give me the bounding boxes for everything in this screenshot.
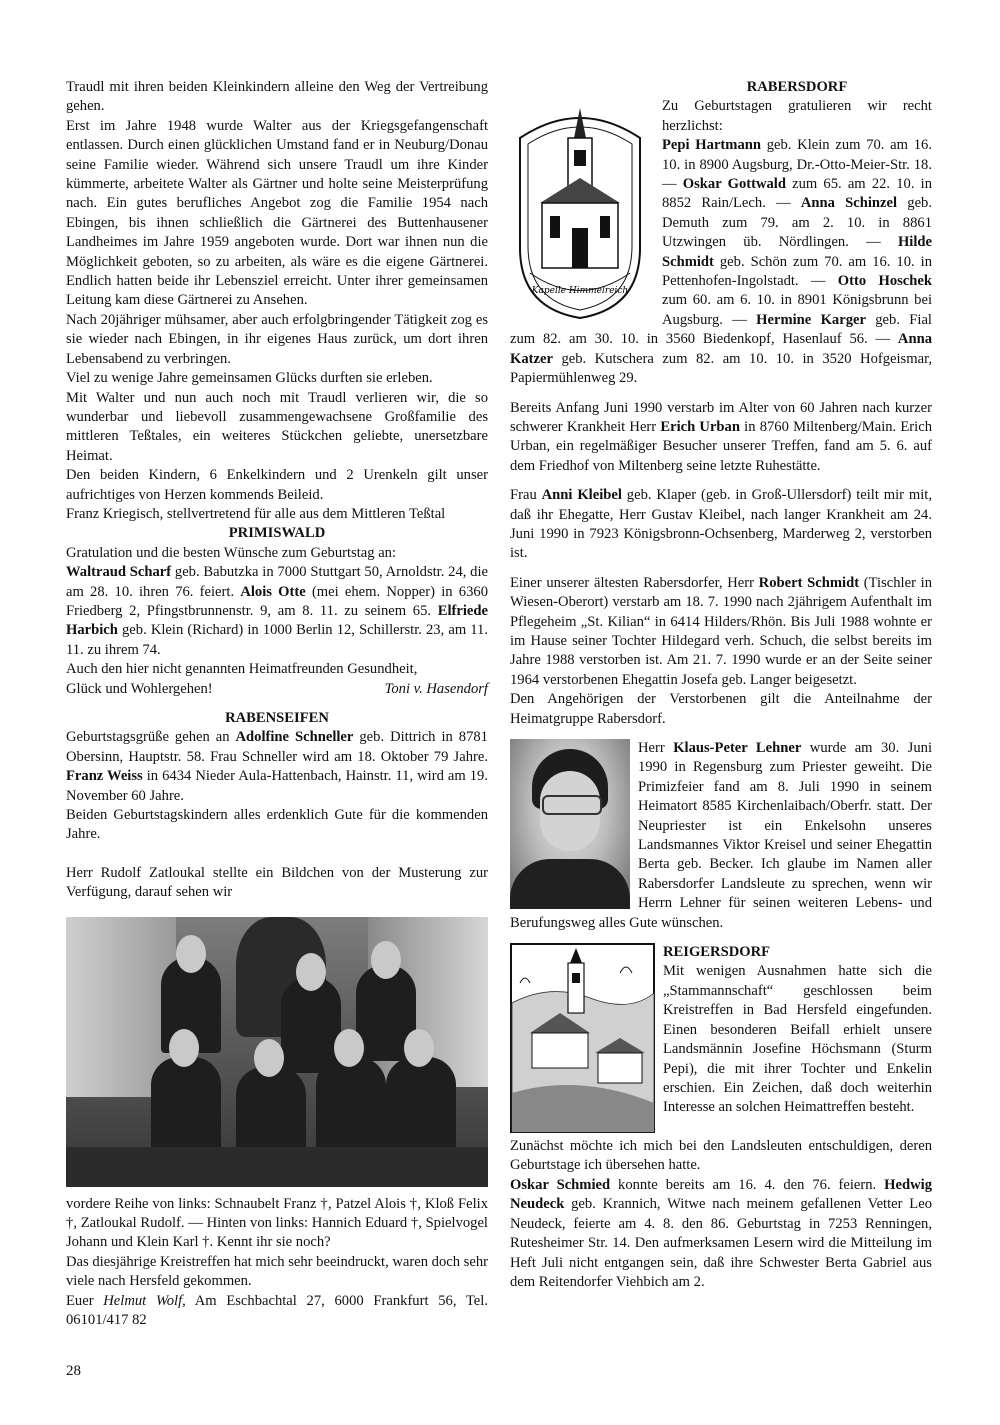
primiswald-closing: Glück und Wohlergehen! Toni v. Hasendorf [66,680,488,699]
page-number: 28 [66,1363,81,1379]
intro-paragraph: Nach 20jähriger mühsamer, aber auch erfolgbringender Tätigkeit zog es sie wieder nach Ebingen, in ihr eigenes Haus zurück, um dort ihren Lebensabend zu verbringen. [66,311,488,367]
reigersdorf-paragraph: Mit wenigen Ausnahmen hatte sich die „Stammannschaft“ geschlossen beim Kreistreffen in Bad Hersfeld eingefunden. Einen besonderen Beifall erhielt unsere Landsmännin Josefine Höchsmann (Sturm Pepi), die mit ihrer Tochter und Enkelin erschien. Ein Zeichen, daß doch weiterhin Interesse an solchen Heimattreffen besteht. [663,963,932,1116]
intro-paragraph: Traudl mit ihren beiden Kleinkindern alleine den Weg der Vertreibung gehen. [66,79,488,115]
obituary-schmidt: Einer unserer ältesten Rabersdorfer, Herr Robert Schmidt (Tischler in Wiesen-Oberort) verstarb am 18. 7. 1990 nach 2jährigem Aufenthalt im Pflegeheim „St. Kilian“ in 6414 Hilders/Rhön. Bis Juli 1988 wohnte er im Hause seiner Tochter Hildegard verh. Schuch, die selbst bereits im Jahre 1988 verstorben ist. Am 21. 7. 1990 wurde er an der Seite seiner 1964 verstorbenen Ehegattin Josefa geb. Langer beigesetzt. [510,574,933,688]
rabenseifen-signature: Euer Helmut Wolf, Am Eschbachtal 27, 6000 Frankfurt 56, Tel. 06101/417 82 [66,1292,488,1329]
intro-paragraph: Den beiden Kindern, 6 Enkelkindern und 2 Urenkeln gilt unser aufrichtiges von Herzen kommends Beileid. [66,467,488,503]
intro-paragraph: Franz Kriegisch, stellvertretend für alle aus dem Mittleren Teßtal [66,505,446,522]
group-photo [66,917,488,1187]
obituary-urban: Bereits Anfang Juni 1990 verstarb im Alter von 60 Jahren nach kurzer schwerer Krankheit Herr Erich Urban in 8760 Miltenberg/Main. Erich Urban, ein regelmäßiger Besucher unserer Treffen, fand am 5. 6. auf dem Friedhof von Miltenberg seine letzte Ruhestätte. [510,399,932,474]
emblem-text: Kapelle Himmelreich [531,286,629,296]
rabenseifen-birthdays: Geburtstagsgrüße gehen an Adolfine Schneller geb. Dittrich in 8781 Obersinn, Hauptstr. 58. Frau Schneller wird am 18. Oktober 79 Jahre. Franz Weiss in 6434 Nieder Aula-Hattenbach, Hainstr. 11, wird am 19. November 60 Jahre. [66,729,488,804]
condolence: Den Angehörigen der Verstorbenen gilt die Anteilnahme der Heimatgruppe Rabersdorf. [510,691,932,727]
rabersdorf-birthdays: Pepi Hartmann geb. Klein zum 70. am 16. 10. in 8900 Augsburg, Dr.-Otto-Meier-Str. 18. — Oskar Gottwald zum 65. am 22. 10. in 8852 Rain/Lech. — Anna Schinzel geb. Demuth zum 79. am 2. 10. in 8861 Utzwingen üb. Nördlingen. — Hilde Schmidt geb. Schön zum 70. am 16. 10. in Pettenhofen-Ingolstadt. — Otto Hoschek zum 60. am 6. 10. in 8901 Königsbrunn bei Augsburg. — Hermine Karger geb. Fial zum 82. am 30. 10. in 3560 Biedenkopf, Hasenlauf 56. — Anna Katzer geb. Kutschera zum 82. am 10. 10. in 3520 Hofgeismar, Papiermühlenweg 29. [510,137,932,387]
heading-rabersdorf: RABERSDORF [746,79,848,95]
heading-reigersdorf: REIGERSDORF [663,944,771,961]
rabersdorf-paragraph: Zu Geburtstagen gratulieren wir recht herzlichst: [662,98,932,134]
primiswald-paragraph: Gratulation und die besten Wünsche zum Geburtstag an: [66,544,397,561]
heading-primiswald: PRIMISWALD [228,525,326,542]
rabenseifen-paragraph: Herr Rudolf Zatloukal stellte ein Bildchen von der Musterung zur Verfügung, darauf sehen wir [66,864,488,901]
left-column [66,78,488,1331]
intro-paragraph: Viel zu wenige Jahre gemeinsamen Glücks durften sie erleben. [66,370,433,387]
reigersdorf-paragraph: Zunächst möchte ich mich bei den Landsleuten entschuldigen, deren Geburtstage ich übersehen hatte. [510,1138,932,1174]
intro-paragraph: Mit Walter und nun auch noch mit Traudl verlieren wir, die so wunderbar und liebevoll zusammengewachsene Großfamilie des mittleren Teßtales, ein weiteres Stückchen geliebte, unersetzbare Heimat. [66,389,488,464]
primiswald-birthdays: Waltraud Scharf geb. Babutzka in 7000 Stuttgart 50, Arnoldstr. 24, die am 28. 10. ihren 76. feiert. Alois Otte (mei ehem. Nopper) in 6360 Friedberg 2, Pfingstbrunnenstr. 9, am 8. 11. zu seinem 65. Elfriede Harbich geb. Klein (Richard) in 1000 Berlin 12, Schillerstr. 23, am 11. 11. zu ihrem 74. [66,564,488,658]
rabenseifen-paragraph: Beiden Geburtstagskindern alles erdenklich Gute für die kommenden Jahre. [66,807,488,843]
rabenseifen-paragraph: Das diesjährige Kreistreffen hat mich sehr beeindruckt, waren doch sehr viele nach Hersfeld gekommen. [66,1253,488,1290]
right-column [510,78,932,1292]
heading-rabenseifen: RABENSEIFEN [225,710,329,726]
portrait-photo [510,739,630,909]
signature: Toni v. Hasendorf [384,680,488,697]
chapel-emblem [510,78,650,323]
reigersdorf-birthdays: Oskar Schmied konnte bereits am 16. 4. den 76. feiern. Hedwig Neudeck geb. Krannich, Witwe nach meinem gefallenen Vetter Leo Neudeck, feierte am 4. 8. den 86. Geburtstag in 7253 Renningen, Rutesheimer Str. 14. Den aufmerksamen Lesern wird die Mitteilung im Heft Juli nicht entgangen sein, daß ihre Schwester Berta Gabriel aus dem Reitendorfer Viehbich am 2. [510,1176,932,1290]
lehner-paragraph: Herr Klaus-Peter Lehner wurde am 30. Juni 1990 in Regensburg zum Priester geweiht. Die Primizfeier fand am 8. Juli 1990 in seinem Heimatort 8585 Kirchenlaibach/Oberfr. statt. Der Neupriester ist ein Enkelsohn unseres Landsmannes Viktor Kreisel und seiner Ehegattin Berta geb. Becker. Ich glaube im Namen aller Rabersdorfer Landsleute zu sprechen, wenn wir Herrn Lehner für seinen weiteren Lebens- und Berufungsweg alles Gute wünschen. [510,740,932,931]
intro-paragraph: Erst im Jahre 1948 wurde Walter aus der Kriegsgefangenschaft entlassen. Durch einen glücklichen Umstand fand er in Neuburg/Donau seine Familie wieder. Während sich unsere Traudl um ihre Kinder kümmerte, arbeitete Walter als Gärtner und holte seine Meisterprüfung nach. Ein gutes berufliches Angebot zog die Familie 1954 nach Ebingen, bis ihnen schließlich die Gärtnerei des Buttenhausener Landheimes im Jahre 1959 angeboten wurde. Dort war ihnen nun die Möglichkeit geboten, so zu arbeiten, als wäre es die eigene Gärtnerei. Endlich hatten beide ihr Lebensziel erreicht. Unter ihrer gemeinsamen Leitung kam diese Gärtnerei zu Ansehen. [66,117,488,309]
primiswald-paragraph: Auch den hier nicht genannten Heimatfreunden Gesundheit, [66,661,418,678]
photo-caption: vordere Reihe von links: Schnaubelt Franz †, Patzel Alois †, Kloß Felix †, Zatloukal Rudolf. — Hinten von links: Hannich Eduard †, Spielvogel Johann und Klein Karl †. Kennt ihr sie noch? [66,1195,488,1251]
village-drawing [510,943,655,1133]
obituary-kleibel: Frau Anni Kleibel geb. Klaper (geb. in Groß-Ullersdorf) teilt mir mit, daß ihr Ehegatte, Herr Gustav Kleibel, nach langer Krankheit am 24. Juni 1990 in 7923 Königsbronn-Ochsenberg, Marderweg 2, verstorben ist. [510,487,933,562]
